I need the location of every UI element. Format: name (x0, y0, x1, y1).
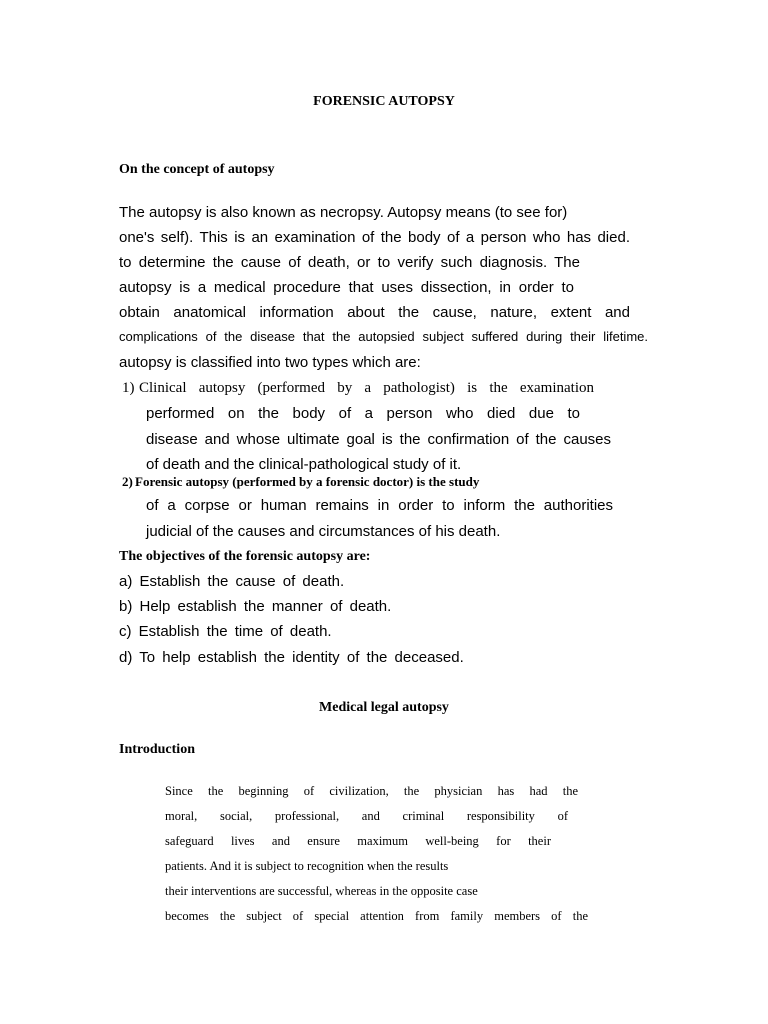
document-title: FORENSIC AUTOPSY (313, 94, 455, 109)
list-number: 1) (122, 380, 135, 396)
intro-line: autopsy is classified into two types which are: (119, 354, 421, 371)
type1-lead: Clinical autopsy (performed by a pathologist) is the examination (139, 380, 594, 396)
introduction-line: safeguard lives and ensure maximum well-being for their (165, 834, 551, 848)
section-heading-concept: On the concept of autopsy (119, 162, 275, 177)
type2-line: of a corpse or human remains in order to inform the authorities (146, 497, 613, 514)
intro-line: The autopsy is also known as necropsy. Autopsy means (to see for) (119, 204, 568, 221)
type1-line: disease and whose ultimate goal is the confirmation of the causes (146, 431, 611, 448)
list-number: 2) (122, 474, 133, 489)
objective-item: b) Help establish the manner of death. (119, 598, 392, 615)
type1-line: of death and the clinical-pathological study of it. (146, 456, 462, 473)
type2-lead: Forensic autopsy (performed by a forensic doctor) is the study (135, 474, 480, 489)
objective-item: a) Establish the cause of death. (119, 573, 345, 590)
objective-item: c) Establish the time of death. (119, 623, 332, 640)
introduction-line: moral, social, professional, and criminal responsibility of (165, 809, 568, 823)
introduction-heading: Introduction (119, 742, 195, 757)
intro-line: obtain anatomical information about the cause, nature, extent and (119, 304, 630, 321)
intro-line: one's self). This is an examination of the body of a person who has died. (119, 229, 630, 246)
intro-line: complications of the disease that the autopsied subject suffered during their lifetime. (119, 329, 648, 344)
intro-line: autopsy is a medical procedure that uses dissection, in order to (119, 279, 574, 296)
introduction-line: becomes the subject of special attention from family members of the (165, 909, 588, 923)
introduction-line: Since the beginning of civilization, the physician has had the (165, 784, 578, 798)
section-heading-medical-legal: Medical legal autopsy (319, 700, 449, 715)
intro-line: to determine the cause of death, or to verify such diagnosis. The (119, 254, 580, 271)
type1-line: performed on the body of a person who died due to (146, 405, 580, 422)
objectives-heading: The objectives of the forensic autopsy are: (119, 549, 371, 564)
type2-line: judicial of the causes and circumstances of his death. (146, 523, 501, 540)
introduction-line: patients. And it is subject to recognition when the results (165, 859, 449, 873)
objective-item: d) To help establish the identity of the deceased. (119, 649, 464, 666)
introduction-line: their interventions are successful, whereas in the opposite case (165, 884, 478, 898)
